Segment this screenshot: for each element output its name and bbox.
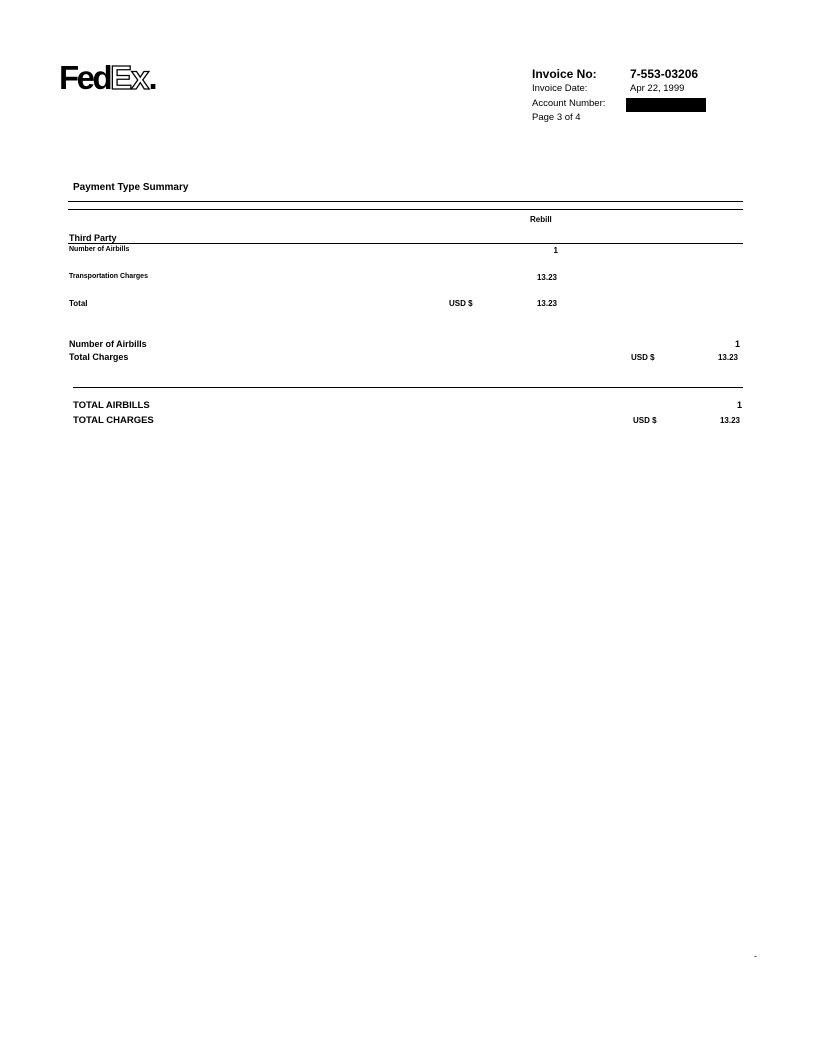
table-row-value: 1 [553,246,558,255]
section-title: Payment Type Summary [73,182,189,193]
table-row-label: Transportation Charges [69,273,148,280]
total-airbills-value: 1 [736,400,742,410]
summary-charges-value: 13.23 [717,353,738,362]
page-indicator: Page 3 of 4 [532,112,581,123]
summary-airbills-label: Number of Airbills [69,339,147,349]
group-title: Third Party [69,233,117,243]
summary-charges-currency: USD $ [631,353,655,362]
invoice-date-value: Apr 22, 1999 [630,83,685,94]
footer-mark: - [754,951,757,961]
table-row-value: 13.23 [536,273,557,282]
total-value: 13.23 [536,299,557,308]
column-header-rebill: Rebill [530,215,552,224]
rule-top-2 [68,209,743,210]
invoice-no-label: Invoice No: [532,67,597,81]
totals-rule [73,387,743,388]
invoice-no-value: 7-553-03206 [630,67,699,81]
table-row-label: Number of Airbills [69,246,130,253]
total-label: Total [69,299,88,308]
rule-top-1 [68,201,743,202]
total-charges-label: TOTAL CHARGES [73,415,154,426]
total-airbills-label: TOTAL AIRBILLS [73,400,150,411]
account-number-redaction [626,98,706,112]
logo-ex: Ex [110,59,149,96]
account-number-label: Account Number: [532,98,606,109]
total-charges-currency: USD $ [633,416,657,425]
total-charges-value: 13.23 [719,416,740,425]
total-currency: USD $ [449,299,473,308]
summary-airbills-value: 1 [734,339,740,349]
logo-dot: . [148,59,158,96]
invoice-date-label: Invoice Date: [532,83,588,94]
fedex-logo [59,59,158,97]
group-rule [68,243,743,244]
logo-fed: Fed [59,59,111,96]
summary-charges-label: Total Charges [69,352,129,362]
